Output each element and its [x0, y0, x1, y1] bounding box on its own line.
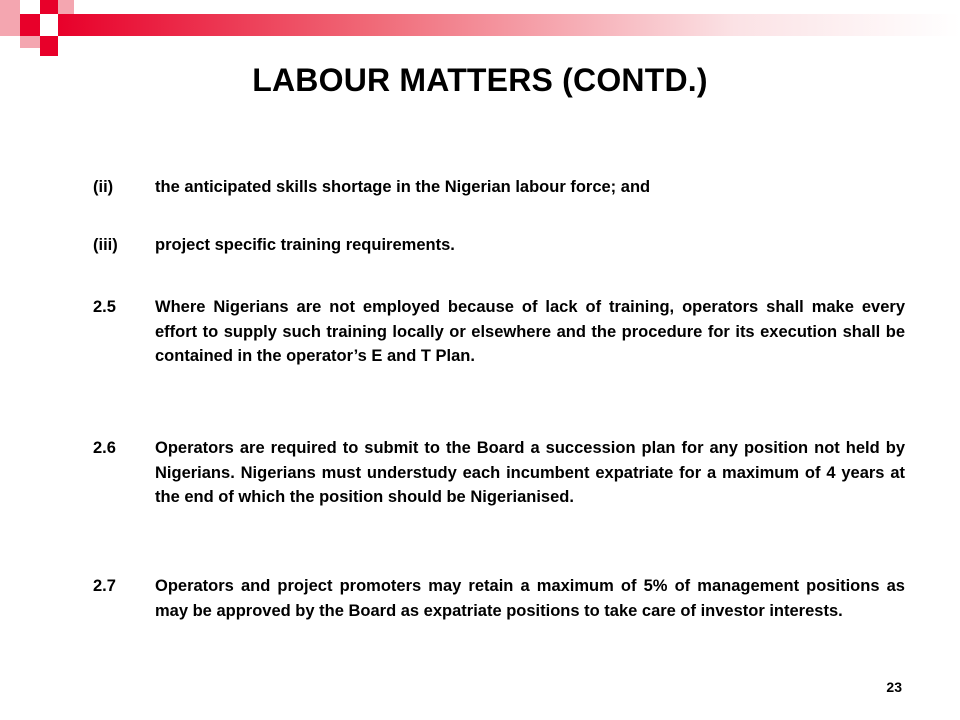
header-decoration [0, 0, 960, 60]
checker-square [40, 36, 58, 56]
list-item [93, 295, 905, 369]
item-number: 2.5 [93, 298, 116, 316]
page-number: 23 [886, 679, 902, 695]
item-text: Operators are required to submit to the Board a succession plan for any position not held by Nigerians. Nigerians must understudy each incumbent expatriate for a maximum of 4 years at the end of which the position should be Nigerianised. [155, 439, 905, 507]
item-number: (ii) [93, 178, 114, 196]
checker-square [40, 0, 58, 14]
item-number: (iii) [93, 236, 118, 254]
item-text: Where Nigerians are not employed because of lack of training, operators shall make every effort to supply such training locally or elsewhere and the procedure for its execution shall be contained in the operator’s E and T Plan. [155, 298, 905, 366]
checker-square [20, 14, 40, 36]
item-number: 2.7 [93, 577, 116, 595]
item-text: Operators and project promoters may retain a maximum of 5% of management positions as may be approved by the Board as expatriate positions to take care of investor interests. [155, 577, 905, 620]
list-item [93, 436, 905, 510]
item-text: project specific training requirements. [155, 236, 455, 254]
checker-square [0, 20, 20, 36]
list-item [93, 574, 905, 623]
list-item [93, 175, 905, 200]
checker-square [20, 36, 40, 48]
checker-square [58, 0, 74, 14]
list-item [93, 233, 905, 258]
checker-square [0, 0, 20, 20]
red-gradient-bar [58, 14, 960, 36]
slide-title: LABOUR MATTERS (CONTD.) [252, 62, 708, 98]
item-number: 2.6 [93, 439, 116, 457]
item-text: the anticipated skills shortage in the Nigerian labour force; and [155, 178, 651, 196]
